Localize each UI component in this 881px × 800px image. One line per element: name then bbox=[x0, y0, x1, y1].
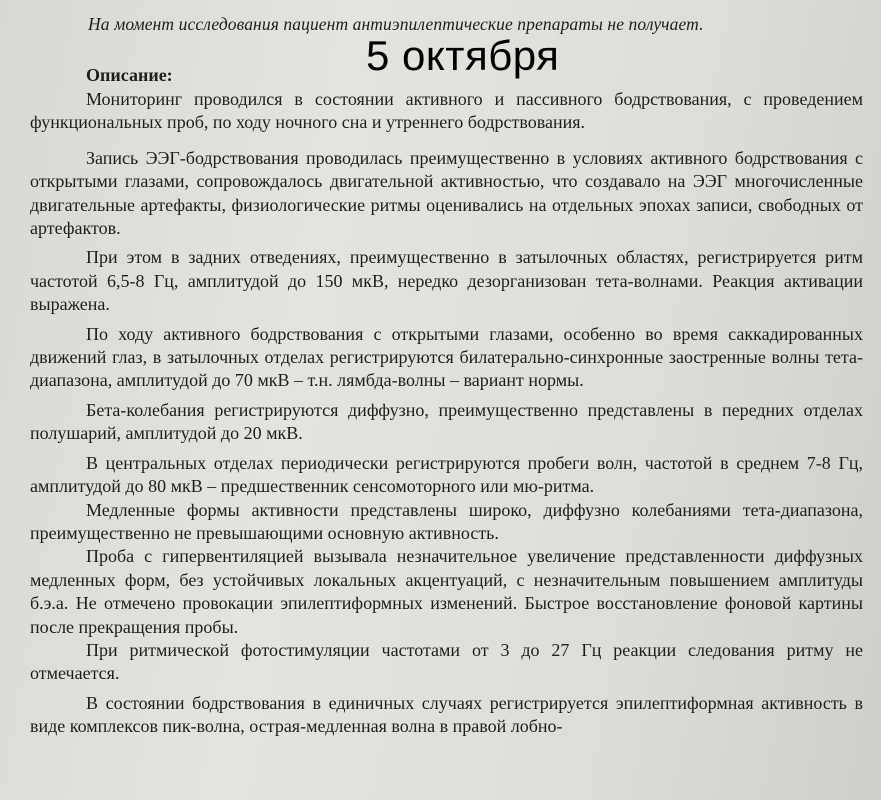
paragraph-photostimulation: При ритмической фотостимуляции частотами от 3 до 27 Гц реакции следования ритму не отмечается. bbox=[30, 639, 863, 684]
section-heading: Описание: bbox=[86, 65, 173, 85]
paragraph-hyperventilation: Проба с гипервентиляцией вызывала незначительное увеличение представленности диффузных медленных форм, без устойчивых локальных акцентуаций, с незначительным повышением амплитуды б.э.а. Не отмечено провокации эпилептиформных изменений. Быстрое восстановление фоновой картины после прекращения пробы. bbox=[30, 546, 863, 637]
medication-note: На момент исследования пациент антиэпилептические препараты не получает. bbox=[88, 14, 704, 34]
paragraph-epileptiform: В состоянии бодрствования в единичных случаях регистрируется эпилептиформная активность в виде комплексов пик-волна, острая-медленная волна в правой лобно- bbox=[30, 692, 863, 737]
paragraph-central-mu: В центральных отделах периодически регистрируются пробеги волн, частотой в среднем 7-8 Гц, амплитудой до 80 мкВ – предшественник сенсомоторного или мю-ритма. bbox=[30, 452, 863, 497]
paragraph-posterior-rhythm: При этом в задних отведениях, преимущественно в затылочных областях, регистрируется ритм частотой 6,5-8 Гц, амплитудой до 150 мкВ, нередко дезорганизован тета-волнами. Реакция активации выражена. bbox=[30, 247, 863, 315]
paragraph-lambda-waves: По ходу активного бодрствования с открытыми глазами, особенно во время саккадированных движений глаз, в затылочных отделах регистрируются билатерально-синхронные заостренные волны тета-диапазона, амплитудой до 70 мкВ – т.н. лямбда-волны – вариант нормы. bbox=[30, 323, 863, 391]
date-overlay-label: 5 октября bbox=[366, 32, 560, 79]
paragraph-slow-activity: Медленные формы активности представлены широко, диффузно колебаниями тета-диапазона, преимущественно не превышающими основную активность. bbox=[30, 499, 863, 543]
paragraph-eeg-wake: Запись ЭЭГ-бодрствования проводилась преимущественно в условиях активного бодрствования с открытыми глазами, сопровождалось двигательной активностью, что создавало на ЭЭГ многочисленные двигательные артефакты, физиологические ритмы оценивались на отдельных эпохах записи, свободных от артефактов. bbox=[30, 147, 863, 239]
paragraph-beta: Бета-колебания регистрируются диффузно, преимущественно представлены в передних отделах полушарий, амплитудой до 20 мкВ. bbox=[30, 399, 863, 444]
paragraph-monitoring: Мониторинг проводился в состоянии активного и пассивного бодрствования, с проведением функциональных проб, по ходу ночного сна и утреннего бодрствования. bbox=[30, 89, 863, 133]
